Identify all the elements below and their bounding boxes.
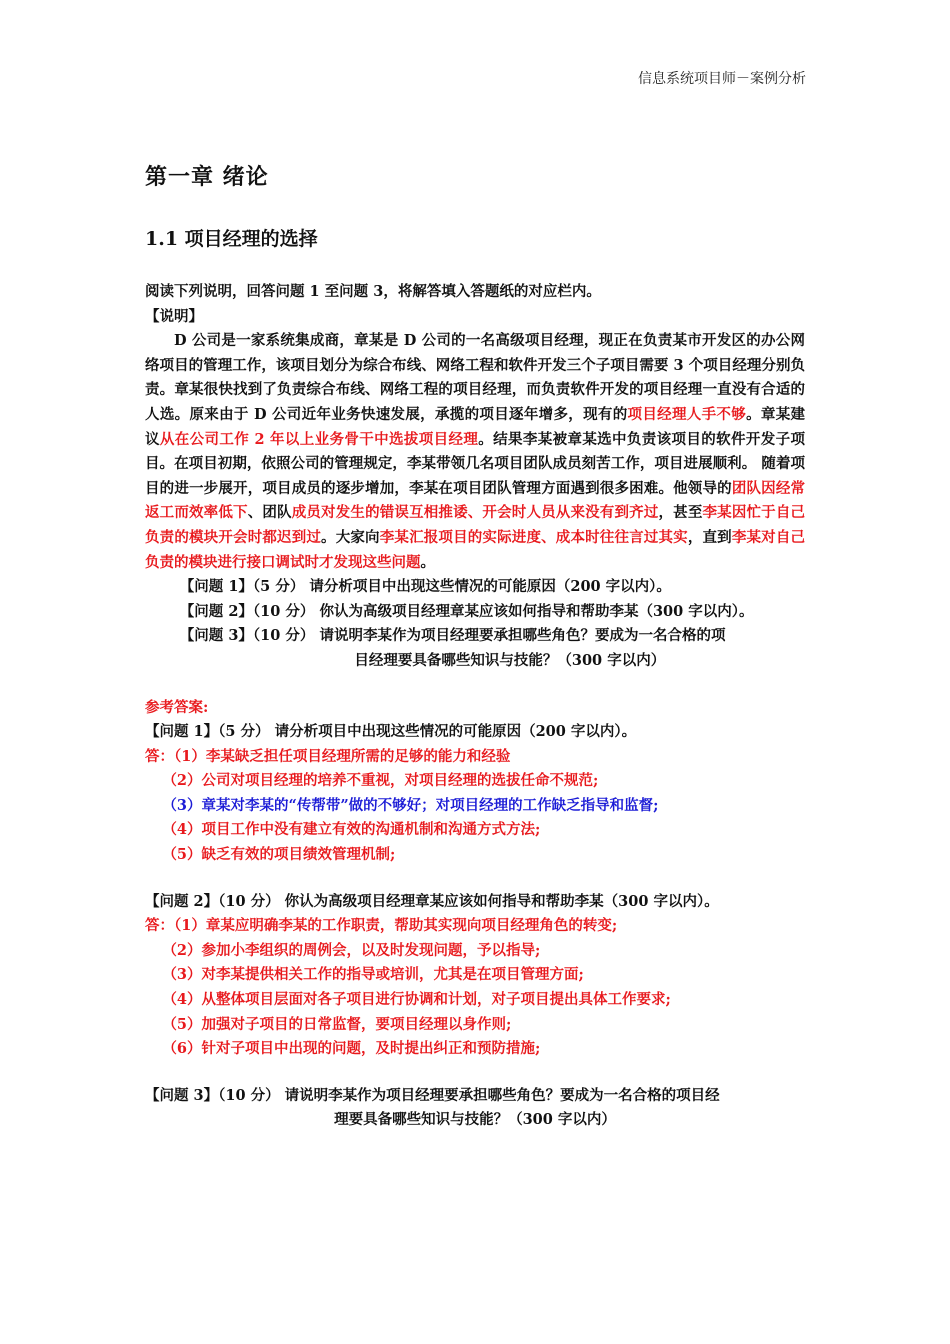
question-3-line-1: 【问题 3】（10 分） 请说明李某作为项目经理要承担哪些角色？要成为一名合格的项: [179, 627, 726, 645]
answer-2-item: （3）对李某提供相关工作的指导或培训，尤其是在项目管理方面;: [162, 966, 584, 984]
case-highlight: 成员对发生的错误互相推诿、开会时人员从来没有到齐过: [291, 504, 659, 522]
answer-prefix: 答：: [145, 917, 174, 935]
section-title: 1.1 项目经理的选择: [145, 228, 318, 250]
explain-label: 【说明】: [145, 307, 203, 325]
case-highlight: 团队因经常返工而效率低下: [145, 479, 806, 522]
answer-3-question: [145, 1084, 805, 1133]
case-text: 。: [420, 553, 435, 571]
question-3-line-2: 目经理要具备哪些知识与技能？（300 字以内）: [354, 651, 666, 669]
answer-prefix: 答：: [145, 747, 174, 765]
question-3: [145, 624, 805, 673]
case-highlight: 从在公司工作 2 年以上业务骨干中选拔项目经理: [159, 430, 479, 448]
answer-2-item: （4）从整体项目层面对各子项目进行协调和计划，对子项目提出具体工作要求;: [162, 991, 671, 1009]
question-2: 【问题 2】（10 分） 你认为高级项目经理章某应该如何指导和帮助李某（300 字以内）。: [179, 602, 754, 620]
case-highlight: 项目经理人手不够: [627, 405, 747, 423]
answer-2-item: 答：（1）章某应明确李某的工作职责，帮助其实现向项目经理角色的转变;: [145, 917, 618, 935]
case-text: ，直到: [687, 528, 732, 546]
case-text: ，甚至: [658, 504, 703, 522]
answer-1-question: 【问题 1】（5 分） 请分析项目中出现这些情况的可能原因（200 字以内）。: [145, 723, 637, 741]
question-1: 【问题 1】（5 分） 请分析项目中出现这些情况的可能原因（200 字以内）。: [179, 578, 671, 596]
page-header: 信息系统项目师－案例分析: [638, 71, 806, 87]
case-text: 、团队: [247, 504, 292, 522]
answer-1-item: 答：（1）李某缺乏担任项目经理所需的足够的能力和经验: [145, 747, 511, 765]
answer-1-item: （5）缺乏有效的项目绩效管理机制;: [162, 846, 396, 864]
case-highlight: 李某因忙于自己负责的模块开会时都迟到过: [145, 504, 806, 546]
answer-2-item: （6）针对子项目中出现的问题，及时提出纠正和预防措施;: [162, 1040, 541, 1058]
answer-2-item: （2）参加小李组织的周例会，以及时发现问题，予以指导;: [162, 941, 541, 959]
intro-line: 阅读下列说明，回答问题 1 至问题 3，将解答填入答题纸的对应栏内。: [145, 283, 601, 300]
document-body: [145, 280, 805, 1133]
chapter-title: 第一章 绪论: [145, 164, 269, 190]
case-text: 。大家向: [321, 528, 380, 546]
answer-2-item: （5）加强对子项目的日常监督，要项目经理以身作则;: [162, 1015, 512, 1033]
answer-3-line-1: 【问题 3】（10 分） 请说明李某作为项目经理要承担哪些角色？要成为一名合格的项目经: [145, 1086, 720, 1104]
answer-1-item: （2）公司对项目经理的培养不重视，对项目经理的选拔任命不规范;: [162, 772, 599, 790]
case-text: 。章某建议: [145, 405, 806, 448]
answer-1-item: （3）章某对李某的“传帮带”做的不够好；对项目经理的工作缺乏指导和监督;: [162, 796, 659, 814]
case-text: D 公司是一家系统集成商，章某是 D 公司的一名高级项目经理，现正在负责某市开发区的办公网络项目的管理工作，该项目划分为综合布线、网络工程和软件开发三个子项目需要 3 个项目经理分别负责。章某很快找到了负责综合布线、网络工程的项目经理，而负责软件开发的项目经理一直没有合适的人选。原来由于 D 公司近年业务快速发展，承揽的项目逐年增多，现有的: [145, 332, 805, 423]
case-description: [145, 329, 805, 575]
answer-1-item: （4）项目工作中没有建立有效的沟通机制和沟通方式方法;: [162, 821, 541, 839]
answer-label: 参考答案:: [145, 698, 209, 716]
case-text: 。结果李某被章某选中负责该项目的软件开发子项目。在项目初期，依照公司的管理规定，李某带领几名项目团队成员刻苦工作，项目进展顺利。 随着项目的进一步展开，项目成员的逐步增加，李某在项目团队管理方面遇到很多困难。他领导的: [145, 430, 806, 497]
answer-3-line-2: 理要具备哪些知识与技能？（300 字以内）: [334, 1111, 616, 1129]
case-highlight: 李某汇报项目的实际进度、成本时往往言过其实: [379, 528, 688, 546]
answer-2-question: 【问题 2】（10 分） 你认为高级项目经理章某应该如何指导和帮助李某（300 字以内）。: [145, 892, 719, 910]
case-highlight: 李某对自己负责的模块进行接口调试时才发现这些问题: [145, 528, 806, 571]
